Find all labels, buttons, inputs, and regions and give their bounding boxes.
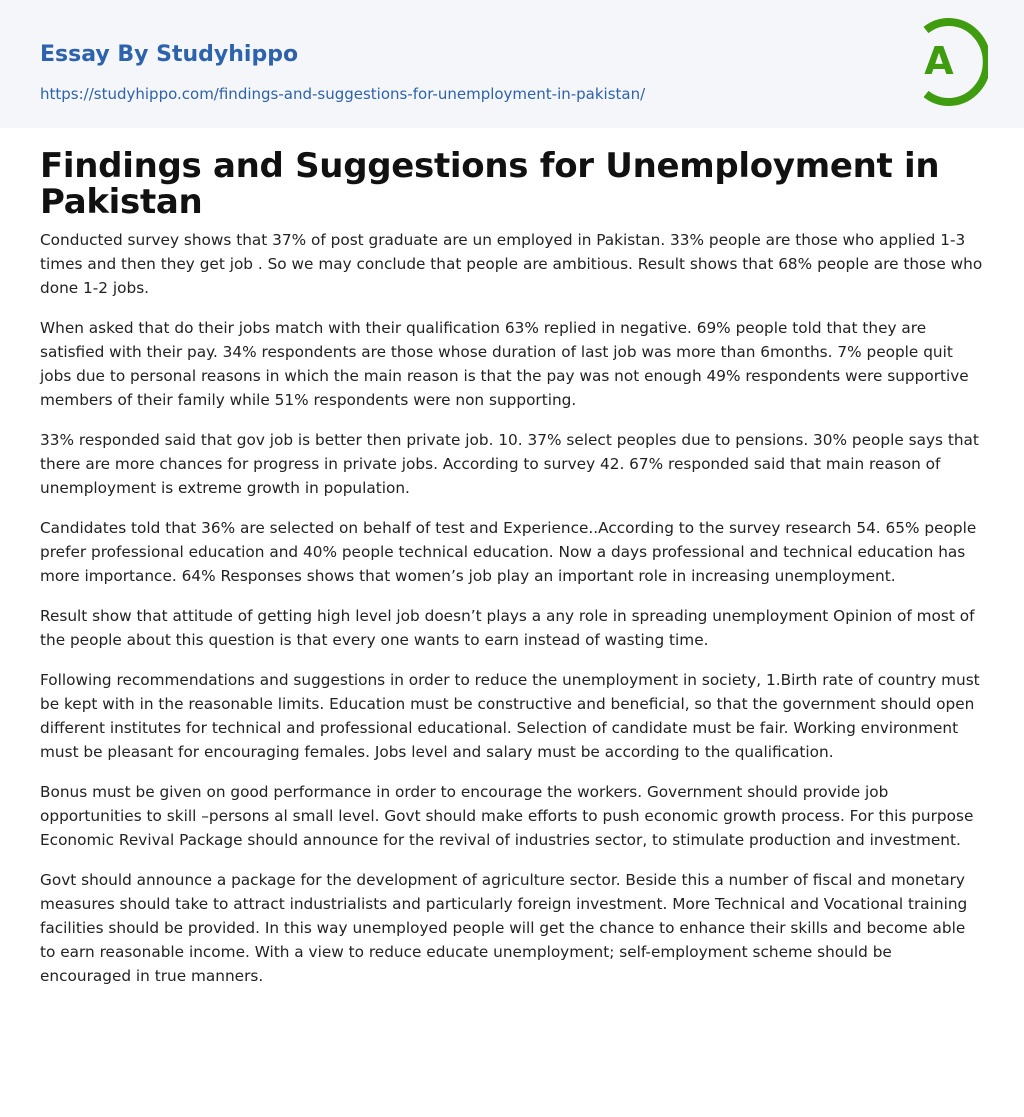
logo-letter: A — [924, 39, 954, 83]
paragraph: Govt should announce a package for the development of agriculture sector. Beside this a number of fiscal and monetary measures should take to attract industrialists and particularly foreign investment. More Technical and Vocational training facilities should be provided. In this way unemployed people will get the chance to enhance their skills and become able to earn reasonable income. With a view to reduce educate unemployment; self-employment scheme should be encouraged in true manners. — [40, 871, 968, 985]
site-header — [0, 0, 1024, 128]
paragraph: Candidates told that 36% are selected on behalf of test and Experience..According to the survey research 54. 65% people prefer professional education and 40% people technical education. Now a days professional and technical education has more importance. 64% Responses shows that women’s job play an important role in increasing unemployment. — [40, 519, 977, 585]
paragraph: Result show that attitude of getting high level job doesn’t plays a any role in spreading unemployment Opinion of most of the people about this question is that every one wants to earn instead of wasting time. — [40, 607, 975, 649]
paragraph: Conducted survey shows that 37% of post graduate are un employed in Pakistan. 33% people are those who applied 1-3 times and then they get job . So we may conclude that people are ambitious. Result shows that 68% people are those who done 1-2 jobs. — [40, 231, 983, 297]
article — [0, 128, 1024, 1024]
paragraph: Bonus must be given on good performance in order to encourage the workers. Government should provide job opportunities to skill –persons al small level. Govt should make efforts to push economic growth process. For this purpose Economic Revival Package should announce for the revival of industries sector, to stimulate production and investment. — [40, 783, 974, 849]
brand-title: Essay By Studyhippo — [40, 42, 299, 67]
paragraph: 33% responded said that gov job is better then private job. 10. 37% select peoples due to pensions. 30% people says that there are more chances for progress in private jobs. According to survey 42. 67% responded said that main reason of unemployment is extreme growth in population. — [40, 431, 979, 497]
paragraph: When asked that do their jobs match with their qualification 63% replied in negative. 69% people told that they are satisfied with their pay. 34% respondents are those whose duration of last job was more than 6months. 7% people quit jobs due to personal reasons in which the main reason is that the pay was not enough 49% respondents were supportive members of their family while 51% respondents were non supporting. — [40, 319, 969, 409]
studyhippo-logo-icon[interactable] — [912, 18, 988, 106]
essay-url-link[interactable]: https://studyhippo.com/findings-and-suggestions-for-unemployment-in-pakistan/ — [40, 85, 646, 103]
article-title: Findings and Suggestions for Unemployment in Pakistan — [40, 146, 940, 222]
paragraph: Following recommendations and suggestions in order to reduce the unemployment in society, 1.Birth rate of country must be kept with in the reasonable limits. Education must be constructive and beneficial, so that the government should open different institutes for technical and professional educational. Selection of candidate must be fair. Working environment must be pleasant for encouraging females. Jobs level and salary must be according to the qualification. — [40, 671, 980, 761]
